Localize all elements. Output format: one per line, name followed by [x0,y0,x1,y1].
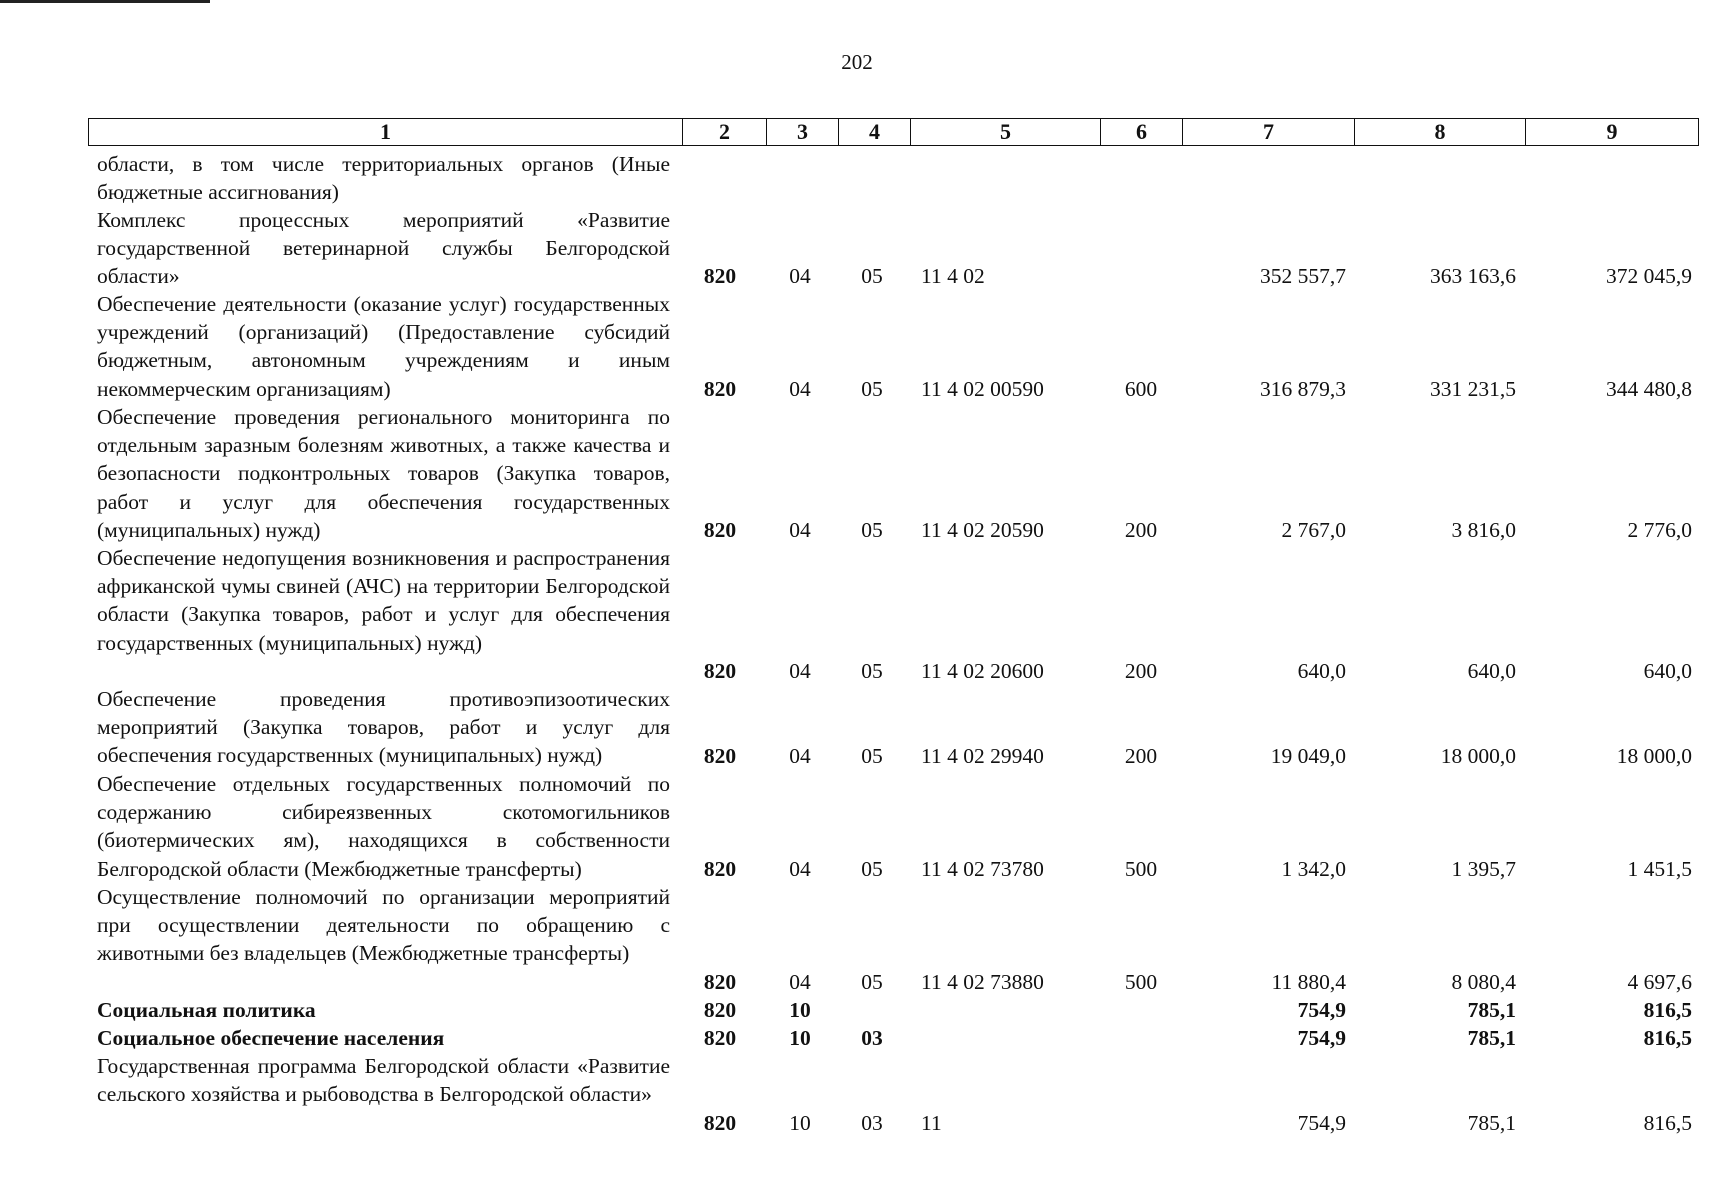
row-description: Осуществление полномочий по организации мероприятий при осуществлении деятельности по обращению с животными без владельцев (Межбюджетные трансферты) [97,885,670,966]
row-amount-year-2: 363 163,6 [1430,263,1516,288]
row-amount-year-2: 785,1 [1467,997,1516,1022]
row-code-subsection: 05 [861,376,883,401]
row-description: Социальное обеспечение населения [97,1026,445,1050]
row-amount-year-1: 754,9 [1297,1025,1346,1050]
row-amount-year-3: 372 045,9 [1606,263,1692,288]
row-code-expense-type: 200 [1124,517,1158,542]
row-code-expense-type: 200 [1124,658,1158,683]
row-code-target: 11 4 02 20590 [921,517,1044,542]
row-code-section: 04 [789,658,811,683]
row-amount-year-3: 640,0 [1643,658,1692,683]
row-code-subsection: 05 [861,743,883,768]
row-amount-year-2: 785,1 [1467,1025,1516,1050]
header-col-3: 3 [767,119,839,145]
row-code-ministry: 820 [703,969,737,994]
row-code-ministry: 820 [703,376,737,401]
table-row [0,685,1714,770]
row-code-subsection: 05 [861,517,883,542]
row-code-ministry: 820 [703,997,737,1022]
table-row [0,290,1714,403]
row-amount-year-2: 331 231,5 [1430,376,1516,401]
row-description: Обеспечение отдельных государственных полномочий по содержанию сибиреязвенных скотомогильников (биотермических ям), находящихся в собственности Белгородской области (Межбюджетные трансферты) [97,772,670,881]
row-code-expense-type: 500 [1124,969,1158,994]
row-amount-year-1: 11 880,4 [1271,969,1346,994]
row-code-subsection: 05 [861,856,883,881]
row-code-subsection: 03 [861,1025,883,1050]
row-code-section: 04 [789,856,811,881]
row-code-ministry: 820 [703,517,737,542]
row-code-target: 11 4 02 20600 [921,658,1044,683]
row-description: Обеспечение проведения противоэпизоотических мероприятий (Закупка товаров, работ и услуг для обеспечения государственных (муниципальных) нужд) [97,687,670,768]
row-code-expense-type: 600 [1124,376,1158,401]
row-code-ministry: 820 [703,1025,737,1050]
row-amount-year-2: 1 395,7 [1451,856,1516,881]
row-amount-year-2: 18 000,0 [1440,743,1516,768]
header-col-1: 1 [89,119,683,145]
row-amount-year-1: 754,9 [1297,997,1346,1022]
row-amount-year-3: 816,5 [1643,1025,1692,1050]
row-code-ministry: 820 [703,1110,737,1135]
row-code-ministry: 820 [703,856,737,881]
scan-edge-line [0,0,210,3]
row-amount-year-2: 3 816,0 [1451,517,1516,542]
table-header [88,118,1699,146]
row-description: Обеспечение деятельности (оказание услуг) государственных учреждений (организаций) (Предоставление субсидий бюджетным, автономным учреждениям и иным некоммерческим организациям) [97,292,670,401]
table-row [0,403,1714,544]
row-amount-year-1: 640,0 [1297,658,1346,683]
row-code-ministry: 820 [703,658,737,683]
table-row [0,770,1714,883]
header-col-9: 9 [1606,119,1618,144]
row-code-target: 11 4 02 73880 [921,969,1044,994]
row-code-section: 10 [789,1110,811,1135]
row-amount-year-1: 754,9 [1297,1110,1346,1135]
row-code-expense-type: 500 [1124,856,1158,881]
row-amount-year-2: 785,1 [1467,1110,1516,1135]
header-col-2: 2 [683,119,767,145]
table-row [0,996,1714,1024]
row-amount-year-3: 2 776,0 [1627,517,1692,542]
row-code-subsection: 05 [861,658,883,683]
header-col-5: 5 [911,119,1101,145]
row-amount-year-3: 816,5 [1643,997,1692,1022]
table-row [0,1052,1714,1137]
row-description: Обеспечение недопущения возникновения и распространения африканской чумы свиней (АЧС) на территории Белгородской области (Закупка товаров, работ и услуг для обеспечения государственных (муниципальных) нужд) [97,546,670,655]
row-description: Государственная программа Белгородской области «Развитие сельского хозяйства и рыбоводства в Белгородской области» [97,1054,670,1107]
row-code-target: 11 [921,1110,942,1135]
row-code-subsection: 05 [861,969,883,994]
row-amount-year-1: 2 767,0 [1281,517,1346,542]
row-amount-year-1: 316 879,3 [1260,376,1346,401]
page-number: 202 [841,50,873,74]
header-col-7: 7 [1183,119,1355,145]
row-code-ministry: 820 [703,743,737,768]
row-description: Обеспечение проведения регионального мониторинга по отдельным заразным болезням животных, а также качества и безопасности подконтрольных товаров (Закупка товаров, работ и услуг для обеспечения государственных (муниципальных) нужд) [97,405,670,542]
header-col-4: 4 [839,119,911,145]
header-col-8: 8 [1355,119,1526,145]
row-amount-year-1: 1 342,0 [1281,856,1346,881]
row-code-section: 10 [789,1025,811,1050]
row-code-target: 11 4 02 29940 [921,743,1044,768]
row-amount-year-1: 19 049,0 [1270,743,1346,768]
table-row [0,1024,1714,1052]
row-description: Социальная политика [97,998,316,1022]
row-amount-year-3: 1 451,5 [1627,856,1692,881]
row-description: области, в том числе территориальных органов (Иные бюджетные ассигнования) [97,152,670,205]
row-amount-year-2: 8 080,4 [1451,969,1516,994]
row-code-section: 04 [789,743,811,768]
row-amount-year-3: 816,5 [1643,1110,1692,1135]
row-code-subsection: 05 [861,263,883,288]
row-amount-year-2: 640,0 [1467,658,1516,683]
row-code-section: 10 [789,997,811,1022]
table-row [0,206,1714,290]
header-col-6: 6 [1101,119,1183,145]
row-code-section: 04 [789,263,811,288]
row-code-subsection: 03 [861,1110,883,1135]
table-row [0,883,1714,996]
row-description: Комплекс процессных мероприятий «Развитие государственной ветеринарной службы Белгородской области» [97,208,670,289]
row-code-section: 04 [789,969,811,994]
table-row [0,150,1714,206]
row-amount-year-3: 4 697,6 [1627,969,1692,994]
row-amount-year-3: 344 480,8 [1606,376,1692,401]
table-row [0,544,1714,685]
row-amount-year-1: 352 557,7 [1260,263,1346,288]
row-code-expense-type: 200 [1124,743,1158,768]
row-code-section: 04 [789,517,811,542]
row-code-section: 04 [789,376,811,401]
row-code-target: 11 4 02 [921,263,985,288]
row-code-target: 11 4 02 00590 [921,376,1044,401]
table-body [0,150,1714,1137]
row-code-ministry: 820 [703,263,737,288]
row-code-target: 11 4 02 73780 [921,856,1044,881]
row-amount-year-3: 18 000,0 [1616,743,1692,768]
